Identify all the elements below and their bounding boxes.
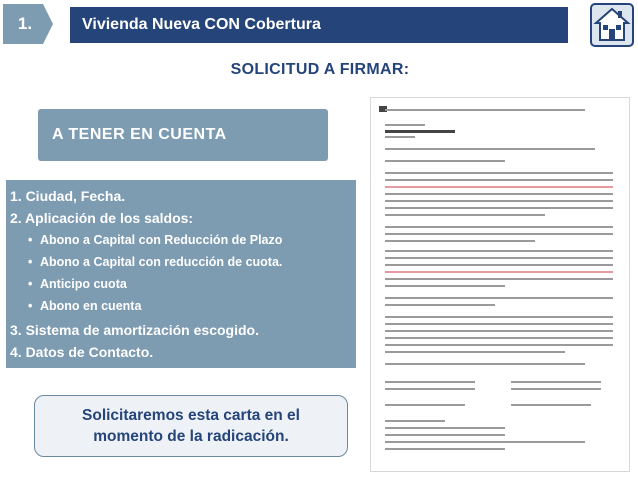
sub-item-label: Abono a Capital con reducción de cuota. (40, 255, 283, 269)
requirement-sub-item (6, 231, 356, 250)
step-indicator (3, 4, 53, 44)
note-line: Solicitaremos esta carta en el (82, 407, 300, 424)
radicacion-note (34, 395, 348, 457)
note-line: momento de la radicación. (93, 428, 289, 445)
step-number: 1. (17, 14, 33, 33)
requirement-item: 3. Sistema de amortización escogido. (10, 322, 259, 338)
requirement-item: 4. Datos de Contacto. (10, 344, 154, 360)
section-subtitle: SOLICITUD A FIRMAR: (230, 61, 410, 78)
letter-preview-image (370, 97, 630, 472)
sub-item-label: Anticipo cuota (40, 277, 127, 291)
requirement-sub-item (6, 297, 356, 316)
notice-label: A TENER EN CUENTA (52, 126, 227, 143)
page-title-bar (70, 7, 568, 43)
bullet-icon: • (28, 277, 33, 291)
sub-item-label: Abono en cuenta (40, 299, 142, 313)
requirement-sub-item (6, 253, 356, 272)
sub-item-label: Abono a Capital con Reducción de Plazo (40, 233, 283, 247)
notice-banner (38, 109, 328, 161)
bullet-icon: • (28, 233, 33, 247)
requirements-panel (6, 180, 356, 368)
bullet-icon: • (28, 255, 33, 269)
requirement-item: 2. Aplicación de los saldos: (10, 210, 194, 226)
requirement-sub-item (6, 275, 356, 294)
bullet-icon: • (28, 299, 33, 313)
house-icon[interactable] (590, 3, 634, 47)
requirement-item: 1. Ciudad, Fecha. (10, 188, 126, 204)
page-title: Vivienda Nueva CON Cobertura (82, 16, 321, 33)
